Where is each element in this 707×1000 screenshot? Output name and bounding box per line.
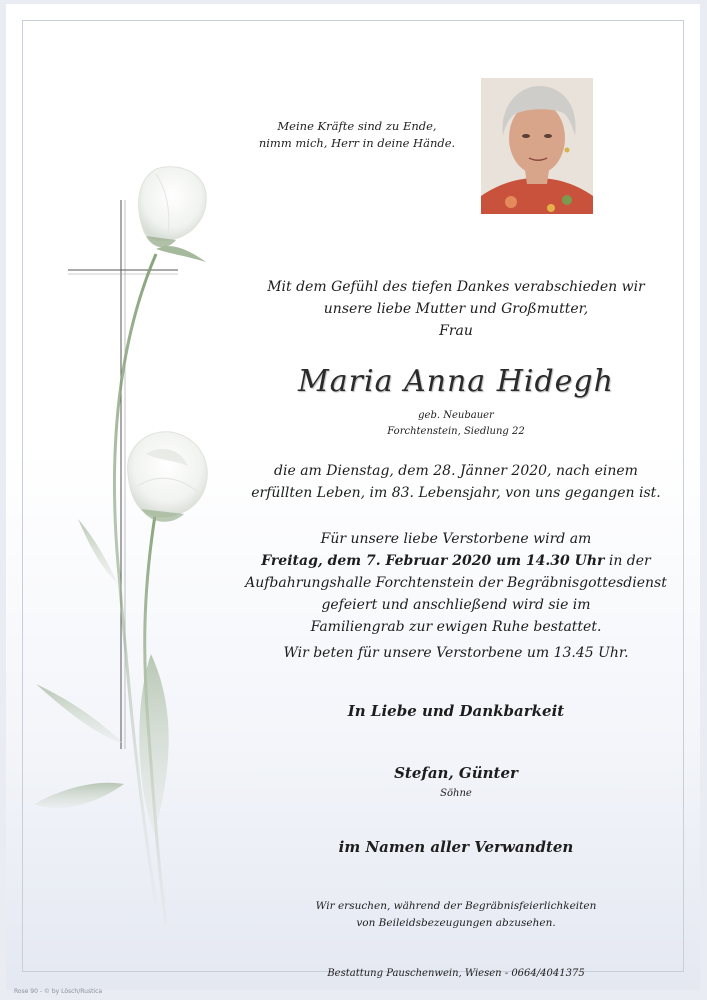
mourner-role: Söhne bbox=[440, 788, 472, 799]
portrait-icon bbox=[481, 78, 593, 214]
portrait-photo bbox=[481, 78, 593, 214]
service-line-3: Aufbahrungshalle Forchtenstein der Begräbnisgottesdienst bbox=[245, 575, 667, 591]
motto-verse bbox=[242, 118, 472, 152]
condolence-request bbox=[236, 898, 676, 932]
service-line-2-rest: in der bbox=[604, 553, 651, 569]
intro-text bbox=[236, 276, 676, 342]
request-line-2: von Beileidsbezeugungen abzusehen. bbox=[356, 917, 556, 929]
funeral-service bbox=[236, 528, 676, 638]
image-credit: Rose 90 - © by Lösch/Rustica bbox=[14, 988, 103, 995]
closing-phrase: In Liebe und Dankbarkeit bbox=[347, 702, 565, 720]
service-line-2 bbox=[236, 550, 676, 572]
relatives-line: im Namen aller Verwandten bbox=[338, 838, 574, 856]
rose-bottom-icon bbox=[128, 432, 208, 522]
motto-line-2: nimm mich, Herr in deine Hände. bbox=[258, 136, 456, 150]
death-line-1: die am Dienstag, dem 28. Jänner 2020, nach einem bbox=[274, 463, 638, 479]
service-line-5: Familiengrab zur ewigen Ruhe bestattet. bbox=[310, 619, 602, 635]
mourner-names: Stefan, Günter bbox=[394, 764, 518, 782]
intro-line-1: Mit dem Gefühl des tiefen Dankes verabschieden wir bbox=[267, 279, 645, 295]
deceased-details bbox=[236, 408, 676, 440]
motto-line-1: Meine Kräfte sind zu Ende, bbox=[277, 119, 437, 133]
death-notice bbox=[236, 460, 676, 504]
death-line-2: erfüllten Leben, im 83. Lebensjahr, von uns gegangen ist. bbox=[251, 485, 661, 501]
parte-card bbox=[6, 4, 700, 990]
service-date: Freitag, dem 7. Februar 2020 um 14.30 Uhr bbox=[261, 553, 605, 569]
address: Forchtenstein, Siedlung 22 bbox=[387, 426, 525, 437]
rose-top-icon bbox=[139, 167, 207, 247]
birth-name: geb. Neubauer bbox=[418, 410, 494, 421]
rose-cross-illustration bbox=[6, 4, 266, 990]
deceased-name: Maria Anna Hidegh bbox=[298, 364, 614, 399]
intro-line-2: unsere liebe Mutter und Großmutter, bbox=[323, 301, 589, 317]
service-line-1: Für unsere liebe Verstorbene wird am bbox=[320, 531, 592, 547]
undertaker-info: Bestattung Pauschenwein, Wiesen - 0664/4041375 bbox=[327, 968, 585, 979]
request-line-1: Wir ersuchen, während der Begräbnisfeierlichkeiten bbox=[315, 900, 597, 912]
prayer-time: Wir beten für unsere Verstorbene um 13.45 Uhr. bbox=[283, 645, 629, 661]
intro-line-3: Frau bbox=[439, 323, 473, 339]
service-line-4: gefeiert und anschließend wird sie im bbox=[321, 597, 591, 613]
